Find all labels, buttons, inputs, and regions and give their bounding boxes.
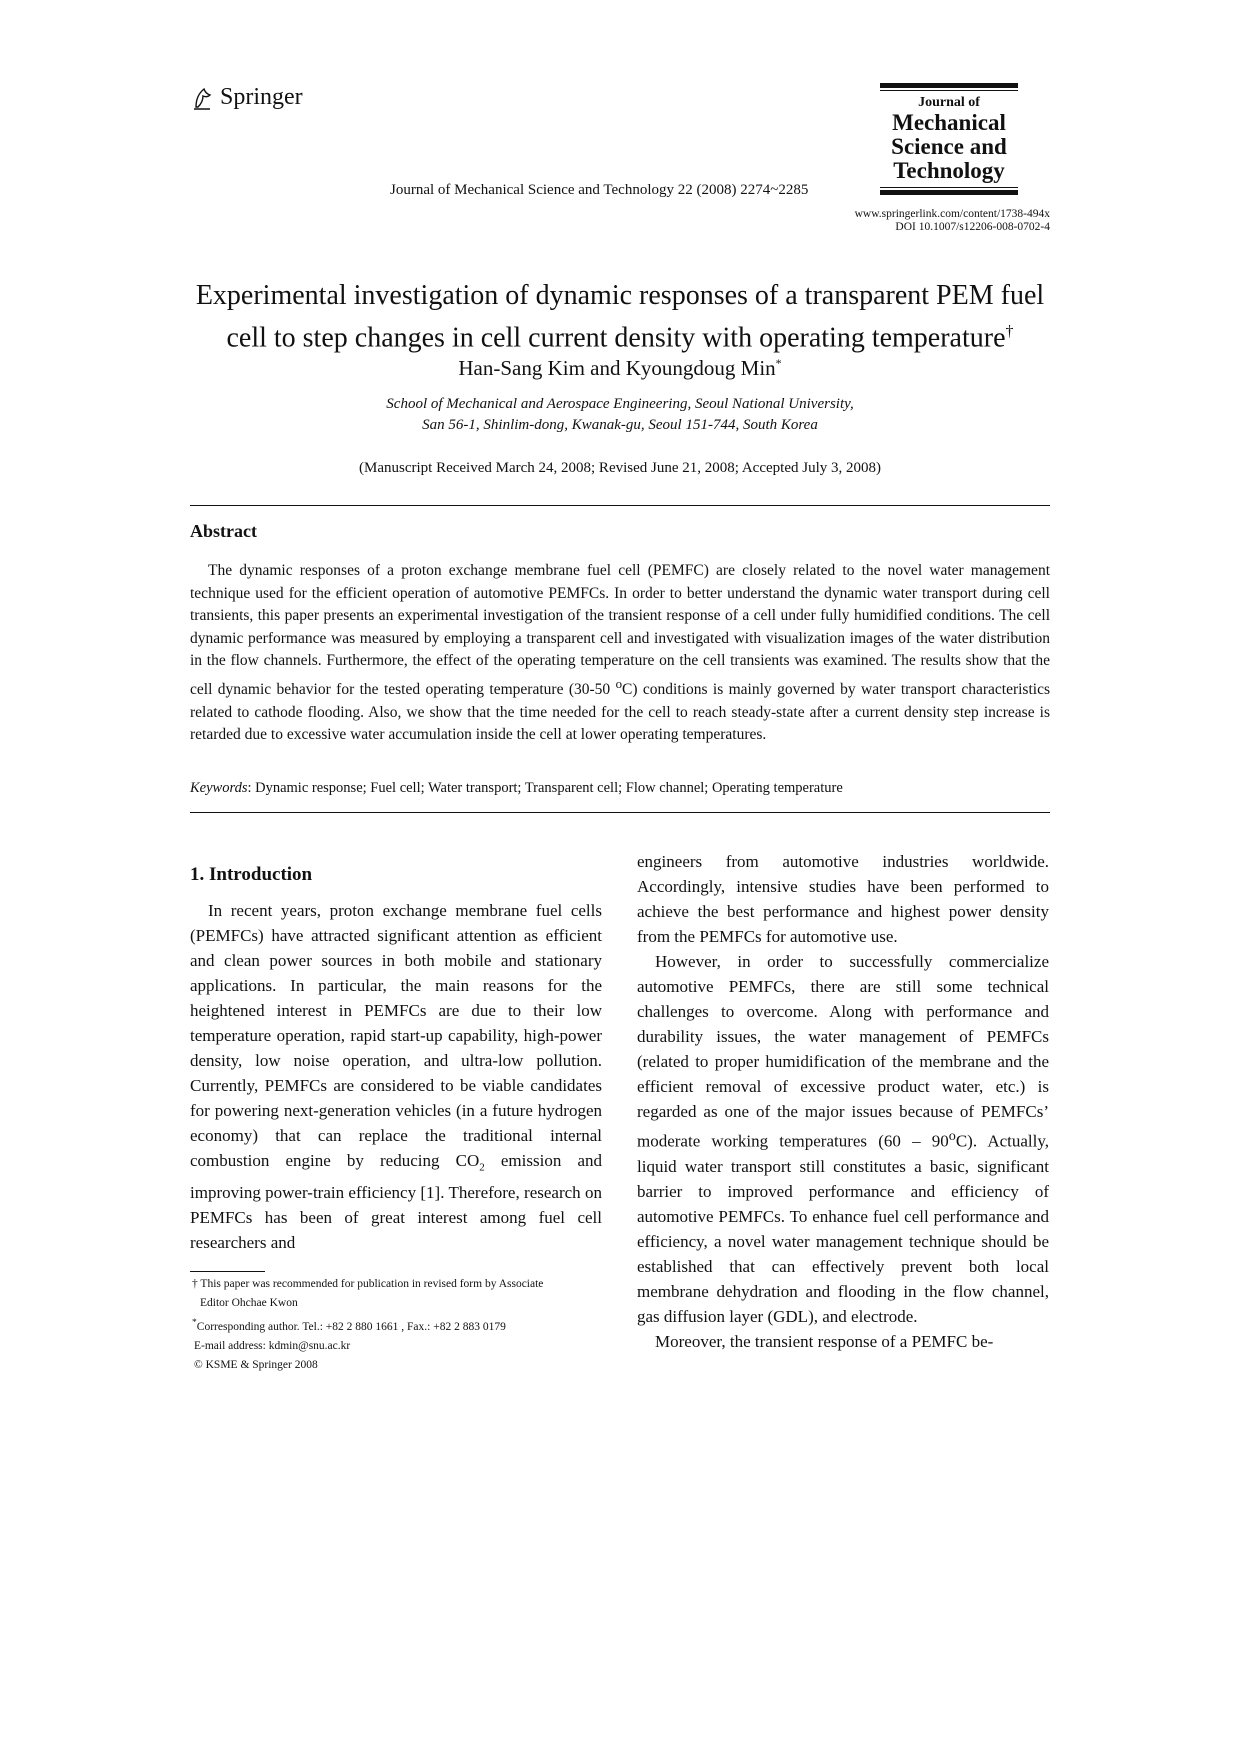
title-line1: Experimental investigation of dynamic responses of a transparent PEM fuel <box>195 280 1045 311</box>
authors <box>140 356 1100 381</box>
paragraph <box>190 898 602 1255</box>
journal-box-line2: Mechanical <box>892 110 1006 135</box>
column-left <box>190 898 602 1255</box>
footnote-line: E-mail address: kdmin@snu.ac.kr <box>194 1339 351 1352</box>
journal-box-bottom-rule <box>880 190 1018 195</box>
abstract-text <box>190 560 1050 747</box>
footnote-line <box>192 1313 612 1337</box>
springer-logo <box>190 84 303 111</box>
footnote-line: © KSME & Springer 2008 <box>194 1358 318 1371</box>
author-names: Han-Sang Kim and Kyoungdoug Min <box>458 356 776 380</box>
title-line2: cell to step changes in cell current density with operating temperature <box>226 322 1006 354</box>
journal-box-line4: Technology <box>893 158 1005 183</box>
journal-box-top-thin-rule <box>880 90 1018 91</box>
title-dagger: † <box>1005 323 1014 340</box>
paragraph: engineers from automotive industries worldwide. Accordingly, intensive studies have been performed to achieve the best performance and highest power density from the PEMFCs for automotive use. <box>637 852 1049 946</box>
column-right <box>637 849 1049 1354</box>
keywords-label: Keywords <box>190 780 248 796</box>
divider-bottom <box>190 812 1050 813</box>
footnote-line: † This paper was recommended for publication in revised form by Associate <box>192 1278 544 1290</box>
subscript-2: 2 <box>479 1161 485 1174</box>
paragraph-text: emission and improving power-train efficiency [1]. Therefore, research on PEMFCs has been of great interest among fuel cell researchers and <box>190 1151 602 1253</box>
keywords-list: : Dynamic response; Fuel cell; Water transport; Transparent cell; Flow channel; Operating temperature <box>247 780 843 796</box>
manuscript-dates: (Manuscript Received March 24, 2008; Revised June 21, 2008; Accepted July 3, 2008) <box>359 460 881 476</box>
paragraph <box>637 949 1049 1329</box>
abstract-heading: Abstract <box>190 521 257 541</box>
paragraph-text: However, in order to successfully commercialize automotive PEMFCs, there are still some technical challenges to overcome. Along with performance and durability issues, the water management of PEMFCs (related to proper humidification of the membrane and the efficient removal of excessive product water, etc.) is regarded as one of the major issues because of PEMFCs’ moderate working temperatures (60 – 90 <box>637 952 1049 1151</box>
section-heading-introduction: 1. Introduction <box>190 864 313 885</box>
title-line2-wrap <box>140 314 1100 356</box>
journal-box-line3: Science and <box>891 134 1007 159</box>
paper-title <box>140 278 1100 356</box>
journal-links <box>800 208 1050 234</box>
journal-logo-box <box>880 83 1018 195</box>
corresponding-mark: * <box>775 356 782 370</box>
paragraph: Moreover, the transient response of a PEMFC be- <box>655 1331 994 1351</box>
journal-box-line1: Journal of <box>918 95 980 110</box>
affiliation <box>140 394 1100 436</box>
affiliation-line1: School of Mechanical and Aerospace Engineering, Seoul National University, <box>386 396 854 412</box>
footnote-line: Editor Ohchae Kwon <box>200 1297 298 1309</box>
springer-horse-icon <box>190 85 214 111</box>
affiliation-line2: San 56-1, Shinlim-dong, Kwanak-gu, Seoul 151-744, South Korea <box>422 417 818 433</box>
paragraph-text: In recent years, proton exchange membrane fuel cells (PEMFCs) have attracted significant attention as efficient and clean power sources in both mobile and stationary applications. In particular, the main reasons for the heightened interest in PEMFCs are due to their low temperature operation, rapid start-up capability, high-power density, low noise operation, and ultra-low pollution. Currently, PEMFCs are considered to be viable candidates for powering next-generation vehicles (in a future hydrogen economy) that can replace the traditional internal combustion engine by reducing CO <box>190 901 602 1170</box>
footnote-text: Corresponding author. Tel.: +82 2 880 1661 , Fax.: +82 2 883 0179 <box>196 1320 506 1333</box>
paragraph-text: C). Actually, liquid water transport still constitutes a basic, significant barrier to improved performance and efficiency of automotive PEMFCs. To enhance fuel cell performance and efficiency, a novel water management technique should be established that can effectively prevent both local membrane dehydration and flooding in the flow channel, gas diffusion layer (GDL), and electrode. <box>637 1131 1050 1326</box>
journal-citation: Journal of Mechanical Science and Technology 22 (2008) 2274~2285 <box>390 182 809 198</box>
doi[interactable]: DOI 10.1007/s12206-008-0702-4 <box>895 221 1050 233</box>
abstract-part1: The dynamic responses of a proton exchange membrane fuel cell (PEMFC) are closely related to the novel water management technique used for the efficient operation of automotive PEMFCs. In order to better understand the dynamic water transport during cell transients, this paper presents an experimental investigation of the transient response of a cell under fully humidified conditions. The cell dynamic performance was measured by employing a transparent cell and investigated with visualization images of the water distribution in the flow channels. Furthermore, the effect of the operating temperature on the cell transients was examined. The results show that the cell dynamic behavior for the tested operating temperature (30-50 <box>190 562 1050 699</box>
publisher-name: Springer <box>220 84 303 110</box>
keywords <box>190 780 1050 797</box>
footnote-rule <box>190 1271 265 1272</box>
footnotes <box>192 1275 612 1375</box>
journal-box-bottom-thin-rule <box>880 187 1018 188</box>
degree-mark: o <box>948 1128 956 1144</box>
journal-box-top-rule <box>880 83 1018 88</box>
degree-mark: o <box>615 675 623 691</box>
abstract-part2: C) conditions is mainly governed by water transport characteristics related to cathode flooding. Also, we show that the time needed for the cell to reach steady-state after a current density step increase is retarded due to excessive water accumulation inside the cell at lower operating temperatures. <box>190 681 1050 744</box>
footnote-mark: * <box>192 1317 197 1328</box>
journal-url[interactable]: www.springerlink.com/content/1738-494x <box>854 208 1050 220</box>
divider-top <box>190 505 1050 506</box>
